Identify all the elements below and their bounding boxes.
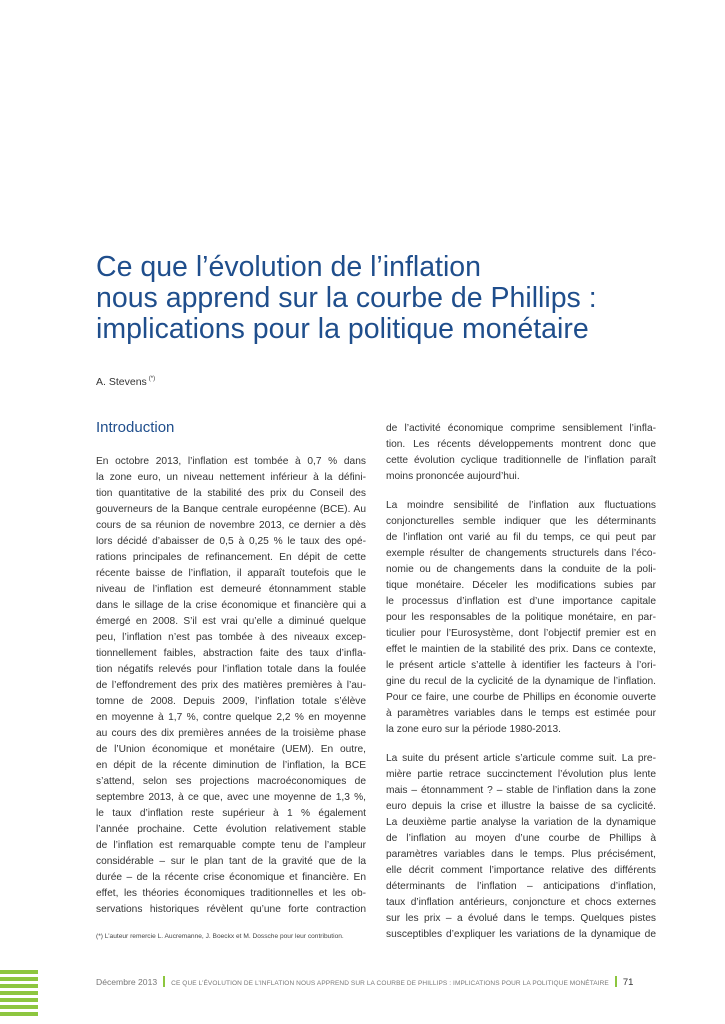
title-line: Ce que l’évolution de l’inflation — [96, 251, 482, 283]
text-line: de l’inflation est remarquable compte tenu de l’ampleur — [96, 840, 366, 851]
text-line: ticulier pour l’Eurosystème, dont l’objectif premier est en — [386, 628, 656, 639]
text-line: peu, l’inflation n’est pas tombée à des niveaux excep- — [96, 632, 366, 643]
body-paragraph — [386, 498, 656, 738]
stripe — [0, 984, 38, 988]
text-line: à paramètres variables dans le temps est estimée pour — [386, 708, 656, 719]
text-line: de l’inflation ont varié au fil du temps, ce qui peut par — [386, 532, 656, 543]
title-line: nous apprend sur la courbe de Phillips : — [96, 282, 597, 314]
text-line: susceptibles d’expliquer les variations de la dynamique de — [386, 929, 656, 940]
right-column — [386, 421, 656, 956]
text-line: tion négatifs relevés pour l’inflation totale dans la foulée — [96, 664, 366, 675]
footer-running-title: CE QUE L’ÉVOLUTION DE L’INFLATION NOUS APPREND SUR LA COURBE DE PHILLIPS : IMPLICATIONS POUR LA POLITIQUE MONÉTAIRE — [171, 980, 609, 987]
text-line: rations principales de refinancement. En dépit de cette — [96, 552, 366, 563]
text-line: tique monétaire. Déceler les modifications subies par — [386, 580, 656, 591]
text-line: mière partie retrace succinctement l’évolution plus lente — [386, 769, 656, 780]
text-line: tionnellement faibles, abstraction faite des taux d’infla- — [96, 648, 366, 659]
text-line: gouverneurs de la Banque centrale européenne (BCE). Au — [96, 504, 366, 515]
text-line: tion. Les récents développements montrent donc que — [386, 439, 656, 450]
text-line: niveau de l’inflation est demeuré étonnamment stable — [96, 584, 366, 595]
footer-separator — [163, 976, 165, 987]
text-line: de l’effondrement des prix des matières premières à l’au- — [96, 680, 366, 691]
article-title — [96, 252, 696, 345]
title-line: implications pour la politique monétaire — [96, 313, 589, 345]
left-column — [96, 454, 366, 931]
text-line: taux d’inflation antérieurs, conjoncture et chocs externes — [386, 897, 656, 908]
author-name: A. Stevens — [96, 376, 147, 388]
stripe — [0, 1005, 38, 1009]
text-line: le processus d’inflation est d’une importance capitale — [386, 596, 656, 607]
decorative-stripes — [0, 970, 38, 1019]
text-line: exemple résulter de changements structurels dans l’éco- — [386, 548, 656, 559]
text-line: gine du recul de la cyclicité de la dynamique de l’inflation. — [386, 676, 656, 687]
text-line: lors décidé d’abaisser de 0,5 à 0,25 % le taux des opé- — [96, 536, 366, 547]
text-line: dans le sillage de la crise économique et financière qui a — [96, 600, 366, 611]
text-line: déterminants de l’inflation – anticipations d’inflation, — [386, 881, 656, 892]
text-line: de l’inflation au moyen d’une courbe de Phillips à — [386, 833, 656, 844]
author-line — [96, 376, 155, 388]
text-line: l’année prochaine. Cette évolution relativement stable — [96, 824, 366, 835]
text-line: effet, les théories économiques traditionnelles et les ob- — [96, 888, 366, 899]
text-line: durée – de la récente crise économique et financière. En — [96, 872, 366, 883]
text-line: la zone euro, un niveau nettement inférieur à la défini- — [96, 472, 366, 483]
text-line: en dépit de la récente diminution de l’inflation, la BCE — [96, 760, 366, 771]
stripe — [0, 998, 38, 1002]
text-line: En octobre 2013, l’inflation est tombée à 0,7 % dans — [96, 456, 366, 467]
text-line: tion quantitative de la stabilité des prix du Conseil des — [96, 488, 366, 499]
footer-separator — [615, 976, 617, 987]
text-line: de l’activité économique comprime sensiblement l’infla- — [386, 423, 656, 434]
text-line: Pour ce faire, une courbe de Phillips en économie ouverte — [386, 692, 656, 703]
text-line: moins prononcée aujourd’hui. — [386, 471, 520, 482]
text-line: conjoncturelles semble indiquer que les déterminants — [386, 516, 656, 527]
text-line: La moindre sensibilité de l’inflation aux fluctuations — [386, 500, 656, 511]
text-line: de l’Union économique et monétaire (UEM). En outre, — [96, 744, 366, 755]
text-line: en moyenne à 1,7 %, contre quelque 2,2 % en moyenne — [96, 712, 366, 723]
text-line: considérable – sur le plan tant de la gravité que de la — [96, 856, 366, 867]
text-line: La suite du présent article s’articule comme suit. La pre- — [386, 753, 656, 764]
footnote: (*) L’auteur remercie L. Aucremanne, J. Boeckx et M. Dossche pour leur contribution. — [96, 933, 344, 940]
stripe — [0, 1012, 38, 1016]
text-line: paramètres variables dans le temps. Plus précisément, — [386, 849, 656, 860]
body-paragraph — [96, 454, 366, 918]
text-line: le présent article s’attelle à identifier les facteurs à l’ori- — [386, 660, 656, 671]
author-footnote-mark: (*) — [148, 376, 156, 382]
text-line: nomie ou de changements dans la conduite de la poli- — [386, 564, 656, 575]
text-line: récente baisse de l’inflation, il apparaît toutefois que le — [96, 568, 366, 579]
text-line: euro depuis la crise et illustre la baisse de sa cyclicité. — [386, 801, 656, 812]
text-line: tomne de 2008. Depuis 2009, l’inflation totale s’élève — [96, 696, 366, 707]
footer-date: Décembre 2013 — [96, 977, 158, 987]
text-line: servations historiques révèlent qu’une forte contraction — [96, 904, 366, 915]
text-line: la zone euro sur la période 1980-2013. — [386, 724, 562, 735]
text-line: le taux d’inflation reste supérieur à 1 % également — [96, 808, 366, 819]
text-line: septembre 2013, à ce que, avec une moyenne de 1,3 %, — [96, 792, 366, 803]
stripe — [0, 977, 38, 981]
text-line: sur les prix – a évolué dans le temps. Quelques pistes — [386, 913, 656, 924]
section-heading: Introduction — [96, 419, 175, 436]
stripe — [0, 991, 38, 995]
text-line: cette évolution cyclique traditionnelle de l’inflation paraît — [386, 455, 656, 466]
text-line: mais – étonnamment ? – stable de l’inflation dans la zone — [386, 785, 656, 796]
text-line: au cours des dix premières années de la troisième phase — [96, 728, 366, 739]
body-paragraph — [386, 421, 656, 485]
page-footer — [96, 976, 679, 988]
body-paragraph — [386, 751, 656, 943]
page-number: 71 — [622, 977, 634, 988]
text-line: La deuxième partie analyse la variation de la dynamique — [386, 817, 656, 828]
text-line: elle décrit comment l’importance relative des différents — [386, 865, 656, 876]
text-line: effet le maintien de la stabilité des prix. Dans ce contexte, — [386, 644, 656, 655]
text-line: pour les responsables de la politique monétaire, en par- — [386, 612, 656, 623]
text-line: cours de sa réunion de novembre 2013, ce dernier a dès — [96, 520, 366, 531]
text-line: émergé en 2008. S’il est vrai qu’elle a diminué quelque — [96, 616, 366, 627]
stripe — [0, 970, 38, 974]
text-line: s’attend, selon ses projections macroéconomiques de — [96, 776, 366, 787]
